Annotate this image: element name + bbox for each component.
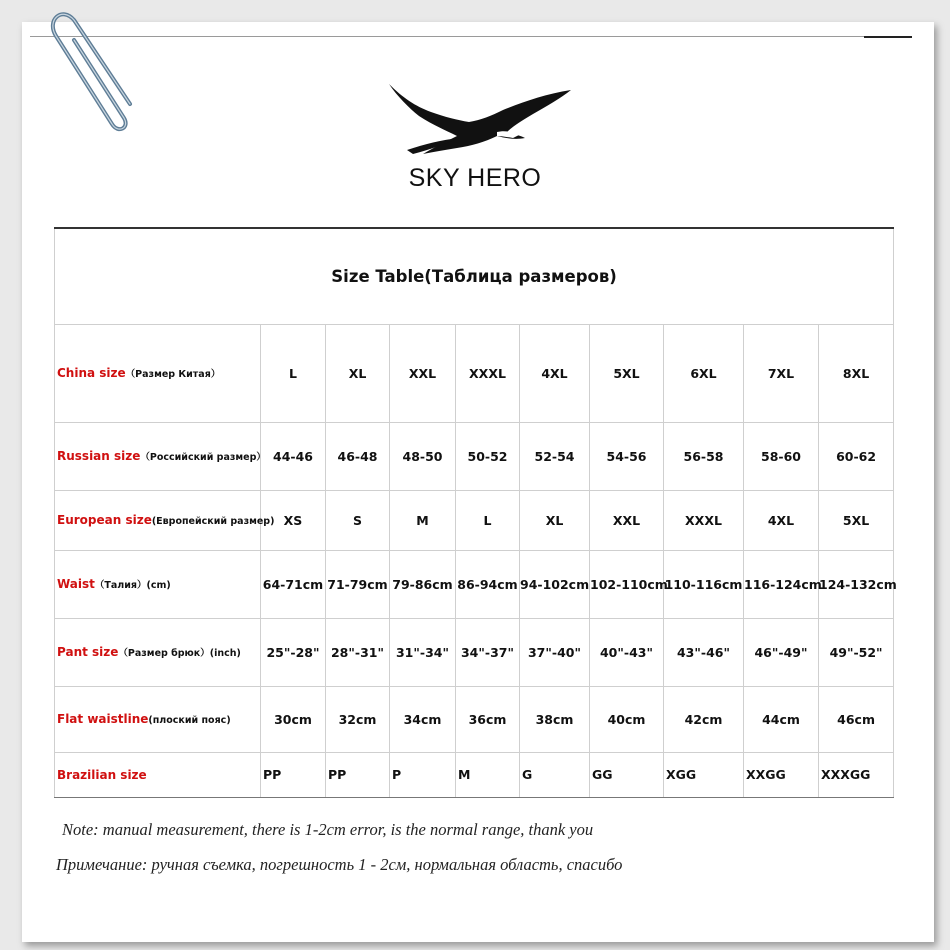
row-label: Brazilian size	[57, 767, 147, 782]
size-cell: 4XL	[520, 324, 590, 422]
row-label-russian: （Российский размер）	[140, 452, 266, 463]
row-label-russian: （Размер Китая）	[125, 369, 221, 380]
row-label: Russian size	[57, 449, 141, 463]
table-row	[55, 324, 894, 422]
row-label-russian: （Размер брюк）(inch)	[118, 648, 241, 659]
size-cell: 43"-46"	[664, 618, 744, 686]
row-header	[55, 550, 261, 618]
size-cell: XXGG	[744, 752, 819, 797]
size-cell: XS	[261, 490, 326, 550]
size-cell: G	[520, 752, 590, 797]
size-cell: 86-94cm	[456, 550, 520, 618]
note-english: Note: manual measurement, there is 1-2cm error, is the normal range, thank you	[62, 820, 594, 839]
size-cell: 38cm	[520, 686, 590, 752]
size-cell: 5XL	[590, 324, 664, 422]
size-cell: 30cm	[261, 686, 326, 752]
row-label: China size	[57, 366, 126, 380]
size-cell: 6XL	[664, 324, 744, 422]
table-title-row	[55, 228, 894, 324]
size-cell: S	[326, 490, 390, 550]
size-cell: 60-62	[819, 422, 894, 490]
size-cell: 54-56	[590, 422, 664, 490]
table-row	[55, 752, 894, 797]
size-cell: 36cm	[456, 686, 520, 752]
size-cell: L	[456, 490, 520, 550]
size-table	[54, 227, 897, 798]
size-cell: 4XL	[744, 490, 819, 550]
size-cell: PP	[261, 752, 326, 797]
size-cell: M	[456, 752, 520, 797]
top-rule	[30, 36, 908, 37]
size-cell: 7XL	[744, 324, 819, 422]
size-cell: L	[261, 324, 326, 422]
size-cell: P	[390, 752, 456, 797]
size-cell: XXL	[590, 490, 664, 550]
size-cell: 34"-37"	[456, 618, 520, 686]
size-cell: 124-132cm	[819, 550, 894, 618]
size-cell: 79-86cm	[390, 550, 456, 618]
size-cell: 49"-52"	[819, 618, 894, 686]
size-cell: 48-50	[390, 422, 456, 490]
row-label: European size	[57, 513, 152, 527]
size-cell: 46cm	[819, 686, 894, 752]
size-cell: 116-124cm	[744, 550, 819, 618]
size-cell: 71-79cm	[326, 550, 390, 618]
row-header	[55, 618, 261, 686]
size-cell: XXXGG	[819, 752, 894, 797]
size-cell: 37"-40"	[520, 618, 590, 686]
size-cell: 5XL	[819, 490, 894, 550]
size-cell: 25"-28"	[261, 618, 326, 686]
size-cell: 46"-49"	[744, 618, 819, 686]
size-cell: 8XL	[819, 324, 894, 422]
size-cell: 94-102cm	[520, 550, 590, 618]
row-label-russian: （Талия）(cm)	[94, 580, 171, 591]
size-cell: XGG	[664, 752, 744, 797]
size-cell: 34cm	[390, 686, 456, 752]
row-header	[55, 324, 261, 422]
size-cell: 40"-43"	[590, 618, 664, 686]
size-cell: 46-48	[326, 422, 390, 490]
size-cell: 56-58	[664, 422, 744, 490]
size-cell: 52-54	[520, 422, 590, 490]
size-cell: XL	[326, 324, 390, 422]
brand-name: SKY HERO	[408, 164, 542, 192]
size-cell: XXXL	[456, 324, 520, 422]
size-cell: XXL	[390, 324, 456, 422]
row-label-russian: (плоский пояс)	[148, 715, 231, 726]
size-cell: 31"-34"	[390, 618, 456, 686]
size-cell: 110-116cm	[664, 550, 744, 618]
note-russian: Примечание: ручная съемка, погрешность 1 - 2см, нормальная область, спасибо	[56, 855, 623, 874]
table-row	[55, 422, 894, 490]
row-header	[55, 490, 275, 550]
size-cell: 28"-31"	[326, 618, 390, 686]
size-cell: XXXL	[664, 490, 744, 550]
size-cell: 58-60	[744, 422, 819, 490]
row-label: Pant size	[57, 645, 119, 659]
table-row	[55, 550, 894, 618]
eagle-icon	[385, 80, 575, 160]
size-cell: 44-46	[261, 422, 326, 490]
size-cell: XL	[520, 490, 590, 550]
top-rule-accent	[864, 36, 912, 38]
size-cell: GG	[590, 752, 664, 797]
size-cell: 32cm	[326, 686, 390, 752]
row-header	[55, 752, 261, 797]
size-cell: 42cm	[664, 686, 744, 752]
row-label: Flat waistline	[57, 712, 149, 726]
row-label: Waist	[57, 577, 95, 591]
row-label-russian: (Европейский размер)	[151, 516, 275, 527]
row-header	[55, 422, 266, 490]
size-cell: 102-110cm	[590, 550, 664, 618]
table-row	[55, 490, 894, 550]
table-title: Size Table(Таблица размеров)	[55, 228, 894, 324]
size-cell: 44cm	[744, 686, 819, 752]
size-cell: M	[390, 490, 456, 550]
row-header	[55, 686, 261, 752]
size-cell: PP	[326, 752, 390, 797]
size-cell: 40cm	[590, 686, 664, 752]
paperclip-icon	[34, 0, 144, 130]
table-row	[55, 686, 894, 752]
table-row	[55, 618, 894, 686]
size-cell: 50-52	[456, 422, 520, 490]
size-cell: 64-71cm	[261, 550, 326, 618]
